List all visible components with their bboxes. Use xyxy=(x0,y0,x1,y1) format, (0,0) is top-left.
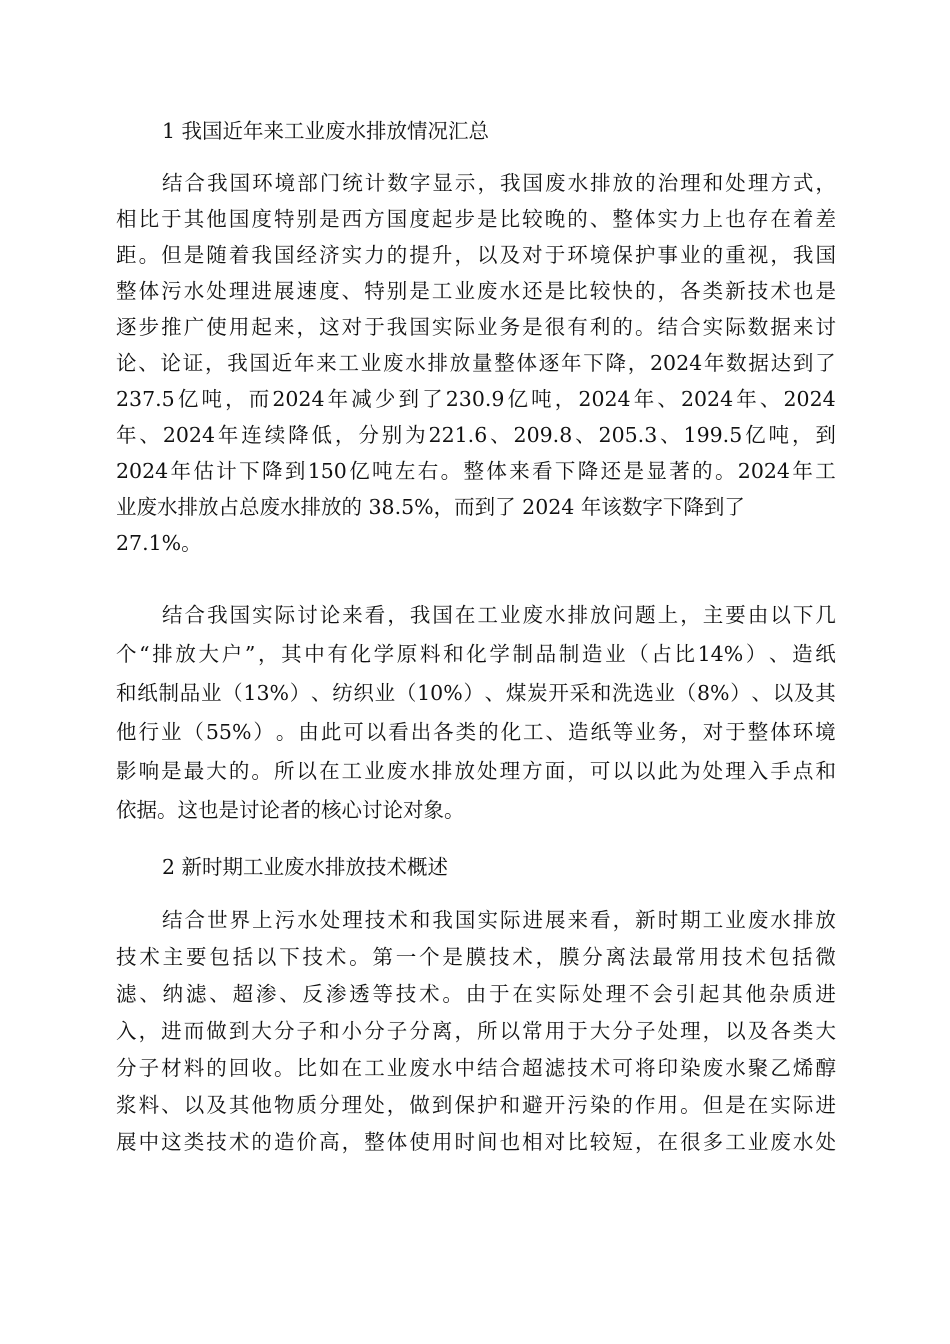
paragraph-line: 滤 、 纳 滤 、 超 渗 、 反 渗 透 等 技 术 。 由 于 在 实 际 处 理 不 会 引 起 其 他 杂 质 进 xyxy=(116,982,836,1006)
paragraph-line: 距 。 但 是 随 着 我 国 经 济 实 力 的 提 升 ， 以 及 对 于 环 境 保 护 事 业 的 重 视 ， 我 国 xyxy=(116,243,836,267)
paragraph-line: 个 “ 排 放 大 户 ” ， 其 中 有 化 学 原 料 和 化 学 制 品 制 造 业 （ 占 比 14% ） 、 造 纸 xyxy=(116,642,836,666)
paragraph-line: 结 合 世 界 上 污 水 处 理 技 术 和 我 国 实 际 进 展 来 看 ， 新 时 期 工 业 废 水 排 放 xyxy=(162,908,836,932)
paragraph-line: 依据。这也是讨论者的核心讨论对象。 xyxy=(116,798,465,822)
paragraph-line: 论 、 论 证 ， 我 国 近 年 来 工 业 废 水 排 放 量 整 体 逐 年 下 降 ， 2024 年 数 据 达 到 了 xyxy=(116,351,836,375)
paragraph-line: 结 合 我 国 实 际 讨 论 来 看 ， 我 国 在 工 业 废 水 排 放 问 题 上 ， 主 要 由 以 下 几 xyxy=(162,603,836,627)
paragraph-line: 年 、 2024 年 连 续 降 低 ， 分 别 为 221.6 、 209.8 、 205.3 、 199.5 亿 吨 ， 到 xyxy=(116,423,836,447)
paragraph-line: 技 术 主 要 包 括 以 下 技 术 。 第 一 个 是 膜 技 术 ， 膜 分 离 法 最 常 用 技 术 包 括 微 xyxy=(116,945,836,969)
paragraph-line: 整 体 污 水 处 理 进 展 速 度 、 特 别 是 工 业 废 水 还 是 比 较 快 的 ， 各 类 新 技 术 也 是 xyxy=(116,279,836,303)
paragraph-line: 他 行 业 （ 55% ） 。 由 此 可 以 看 出 各 类 的 化 工 、 造 纸 等 业 务 ， 对 于 整 体 环 境 xyxy=(116,720,836,744)
paragraph-line: 和 纸 制 品 业 （ 13% ） 、 纺 织 业 （ 10% ） 、 煤 炭 开 采 和 洗 选 业 （ 8% ） 、 以 及 其 xyxy=(116,681,836,705)
paragraph-line: 影 响 是 最 大 的 。 所 以 在 工 业 废 水 排 放 处 理 方 面 ， 可 以 以 此 为 处 理 入 手 点 和 xyxy=(116,759,836,783)
paragraph-line: 浆 料 、 以 及 其 他 物 质 分 理 处 ， 做 到 保 护 和 避 开 污 染 的 作 用 。 但 是 在 实 际 进 xyxy=(116,1093,836,1117)
paragraph-line: 结 合 我 国 环 境 部 门 统 计 数 字 显 示 ， 我 国 废 水 排 放 的 治 理 和 处 理 方 式 ， xyxy=(162,171,836,195)
paragraph-line: 分 子 材 料 的 回 收 。 比 如 在 工 业 废 水 中 结 合 超 滤 技 术 可 将 印 染 废 水 聚 乙 烯 醇 xyxy=(116,1056,836,1080)
section2-heading: 2 新时期工业废水排放技术概述 xyxy=(162,855,449,879)
paragraph-line: 业废水排放占总废水排放的 38.5%，而到了 2024 年该数字下降到了 xyxy=(116,495,745,519)
paragraph-line: 相 比 于 其 他 国 度 特 别 是 西 方 国 度 起 步 是 比 较 晚 的 、 整 体 实 力 上 也 存 在 着 差 xyxy=(116,207,836,231)
paragraph-line: 2024 年 估 计 下 降 到 150 亿 吨 左 右 。 整 体 来 看 下 降 还 是 显 著 的 。 2024 年 工 xyxy=(116,459,836,483)
section1-heading: 1 我国近年来工业废水排放情况汇总 xyxy=(162,119,490,143)
paragraph-line: 展 中 这 类 技 术 的 造 价 高 ， 整 体 使 用 时 间 也 相 对 比 较 短 ， 在 很 多 工 业 废 水 处 xyxy=(116,1130,836,1154)
paragraph-line: 逐 步 推 广 使 用 起 来 ， 这 对 于 我 国 实 际 业 务 是 很 有 利 的 。 结 合 实 际 数 据 来 讨 xyxy=(116,315,836,339)
paragraph-line: 入 ， 进 而 做 到 大 分 子 和 小 分 子 分 离 ， 所 以 常 用 于 大 分 子 处 理 ， 以 及 各 类 大 xyxy=(116,1019,836,1043)
paragraph-line: 27.1%。 xyxy=(116,531,202,555)
paragraph-line: 237.5 亿 吨 ， 而 2024 年 减 少 到 了 230.9 亿 吨 ， 2024 年 、 2024 年 、 2024 xyxy=(116,387,836,411)
